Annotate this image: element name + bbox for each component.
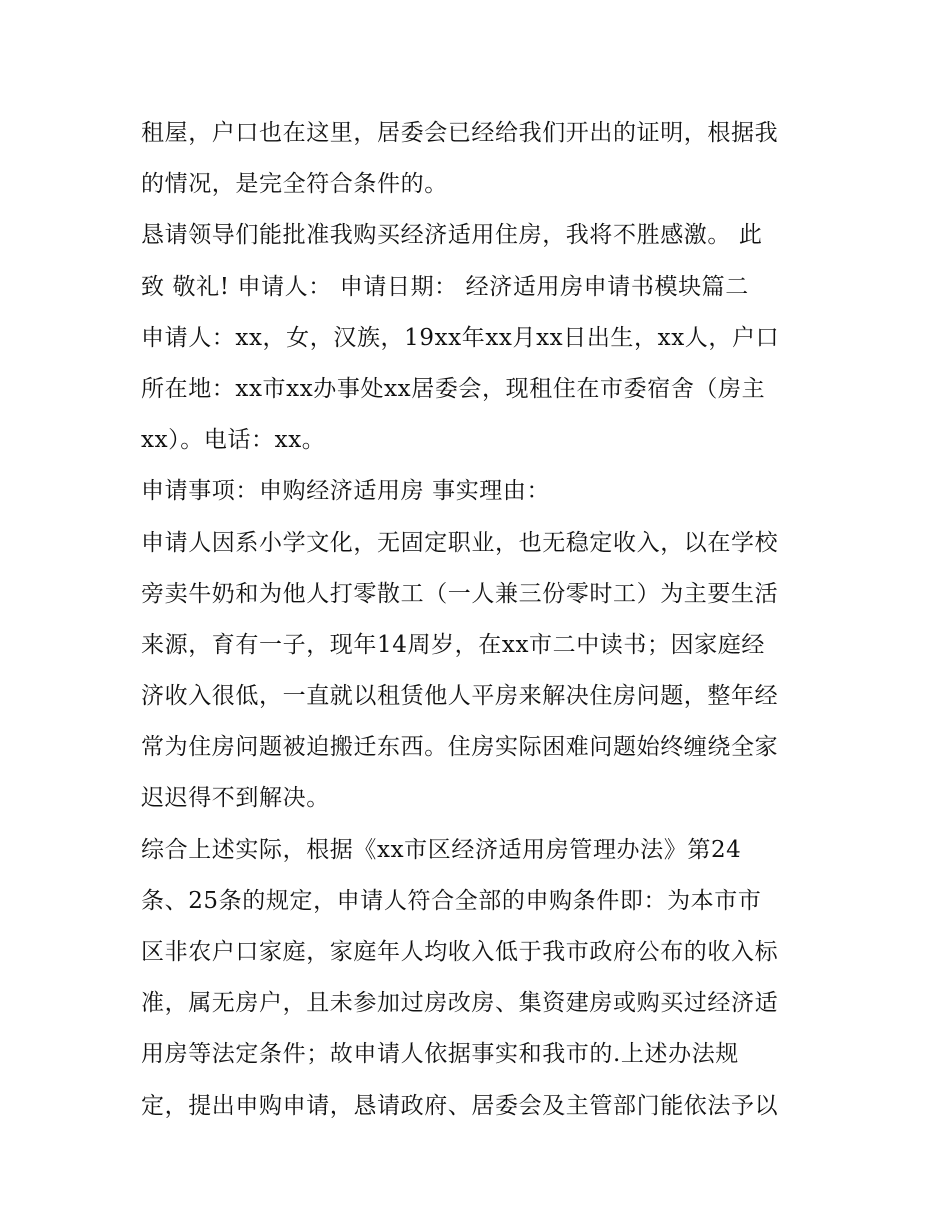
text-line: 用房等法定条件；故申请人依据事实和我市的.上述办法规 — [141, 1041, 739, 1068]
text-line: 来源，育有一子，现年14周岁，在xx市二中读书；因家庭经 — [141, 631, 766, 658]
text-line: 定，提出申购申请，恳请政府、居委会及主管部门能依法予以 — [141, 1092, 779, 1119]
text-line: xx）。电话：xx。 — [141, 427, 326, 454]
text-line: 区非农户口家庭，家庭年人均收入低于我市政府公布的收入标 — [141, 939, 779, 965]
text-line: 的情况，是完全符合条件的。 — [141, 171, 448, 198]
text-line: 准，属无房户，且未参加过房改房、集资建房或购买过经济适 — [141, 990, 779, 1017]
text-line: 租屋，户口也在这里，居委会已经给我们开出的证明，根据我 — [141, 120, 779, 146]
text-line: 所在地：xx市xx办事处xx居委会，现租住在市委宿舍（房主 — [141, 375, 766, 402]
text-line: 申请人：xx，女，汉族，19xx年xx月xx日出生，xx人，户口 — [141, 324, 780, 351]
text-line: 旁卖牛奶和为他人打零散工（一人兼三份零时工）为主要生活 — [141, 580, 779, 607]
text-line: 济收入很低，一直就以租赁他人平房来解决住房问题，整年经 — [141, 683, 779, 710]
text-line: 条、25条的规定，申请人符合全部的申购条件即：为本市市 — [141, 887, 762, 914]
text-line: 申请事项：申购经济适用房 事实理由： — [141, 478, 551, 505]
text-line: 致 敬礼! 申请人： 申请日期： 经济适用房申请书模块篇二 — [141, 273, 749, 300]
document-body — [141, 108, 821, 1132]
text-line: 恳请领导们能批准我购买经济适用住房，我将不胜感激。 此 — [141, 222, 763, 249]
text-line: 常为住房问题被迫搬迁东西。住房实际困难问题始终缠绕全家 — [141, 734, 779, 761]
text-line: 申请人因系小学文化，无固定职业，也无稳定收入，以在学校 — [141, 529, 779, 556]
text-line: 综合上述实际，根据《xx市区经济适用房管理办法》第24 — [141, 836, 742, 863]
text-line: 迟迟得不到解决。 — [141, 785, 330, 812]
